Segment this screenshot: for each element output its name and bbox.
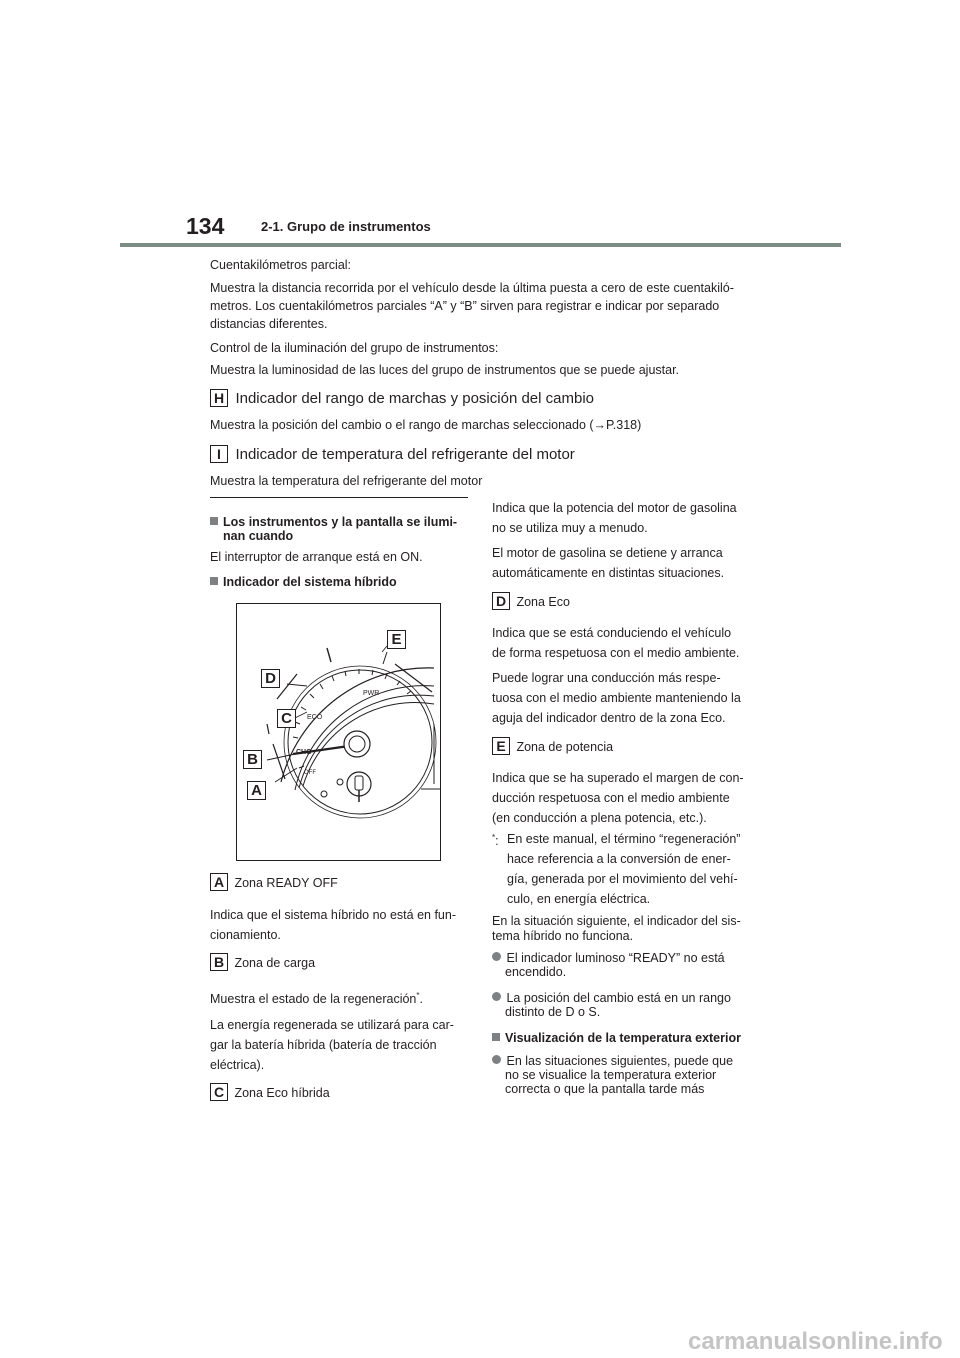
bullet-shift: La posición del cambio está en un rango distinto de D o S. — [492, 991, 731, 1019]
zone-c-heading — [210, 1083, 330, 1102]
zone-c-body-4: automáticamente en distintas situaciones. — [492, 566, 725, 580]
zone-e-body-2: ducción respetuosa con el medio ambiente — [492, 791, 730, 805]
zone-d-body-4: tuosa con el medio ambiente manteniendo la — [492, 691, 741, 705]
footnote-1: En este manual, el término “regeneración” — [507, 832, 741, 846]
heading-h-title: Indicador del rango de marchas y posición del cambio — [235, 390, 594, 407]
zone-d-body-3: Puede lograr una conducción más respe- — [492, 671, 721, 685]
heading-i-title: Indicador de temperatura del refrigerante del motor — [235, 446, 575, 463]
charge-zone-label: CHG — [296, 749, 312, 756]
round-bullet-icon — [492, 952, 501, 961]
zone-a-body-2: cionamiento. — [210, 928, 281, 942]
trip-title: Cuentakilómetros parcial: — [210, 258, 352, 272]
gauge-outer-arc — [281, 668, 434, 782]
square-bullet-icon — [492, 1033, 500, 1041]
heading-h-body: Muestra la posición del cambio o el rango de marchas seleccionado (→P.318) — [210, 418, 642, 432]
label-a: A — [210, 873, 228, 891]
zone-a-title: Zona READY OFF — [234, 876, 338, 890]
zone-b-body-1: Muestra el estado de la regeneración*. — [210, 991, 423, 1007]
condition-1: En la situación siguiente, el indicador del sis- — [492, 914, 741, 928]
subheading-outside-temp: Visualización de la temperatura exterior — [492, 1031, 741, 1046]
bullet-ready: El indicador luminoso “READY” no está encendido. — [492, 951, 725, 979]
zone-d-title: Zona Eco — [516, 595, 570, 609]
zone-b-body-3: gar la batería híbrida (batería de tracción — [210, 1038, 437, 1052]
callout-c: C — [277, 709, 296, 728]
hybrid-indicator-figure — [236, 603, 441, 861]
square-bullet-icon — [210, 517, 218, 525]
zone-b-heading — [210, 953, 315, 972]
charge-arrow — [267, 724, 269, 734]
dial-dot-left — [321, 791, 327, 797]
leader-b — [267, 754, 295, 760]
zone-c-body-3: El motor de gasolina se detiene y arranca — [492, 546, 723, 560]
watermark: carmanualsonline.info — [688, 1328, 943, 1355]
callout-e: E — [387, 630, 406, 649]
footnote-3: gía, generada por el movimiento del vehí- — [507, 872, 738, 886]
label-i: I — [210, 445, 228, 463]
label-h: H — [210, 389, 228, 407]
zone-b-title: Zona de carga — [234, 956, 316, 970]
zone-b-body-4: eléctrica). — [210, 1058, 265, 1072]
zone-c-body-1: Indica que la potencia del motor de gasolina — [492, 501, 737, 515]
footnote-2: hace referencia a la conversión de ener- — [507, 852, 731, 866]
trip-body-2: metros. Los cuentakilómetros parciales “A” y “B” sirven para registrar e indicar por separado — [210, 299, 720, 313]
heading-i-body: Muestra la temperatura del refrigerante del motor — [210, 474, 483, 488]
callout-b: B — [243, 750, 262, 769]
leader-d — [287, 684, 307, 686]
subheading-illumination: Los instrumentos y la pantalla se ilumi- nan cuando — [210, 515, 472, 543]
zone-d-body-2: de forma respetuosa con el medio ambiente. — [492, 646, 740, 660]
zone-c-body-2: no se utiliza muy a menudo. — [492, 521, 648, 535]
eco-zone-label: ECO — [307, 714, 323, 721]
zone-d-body-5: aguja del indicador dentro de la zona Eco. — [492, 711, 726, 725]
zone-c-title: Zona Eco híbrida — [234, 1086, 330, 1100]
zone-a-heading — [210, 873, 338, 892]
subheading-hybrid-indicator: Indicador del sistema híbrido — [210, 575, 397, 590]
square-bullet-icon — [210, 577, 218, 585]
heading-h — [210, 389, 594, 408]
page-number: 134 — [186, 213, 225, 239]
condition-2: tema híbrido no funciona. — [492, 929, 634, 943]
footnote-4: culo, en energía eléctrica. — [507, 892, 651, 906]
section-title: 2-1. Grupo de instrumentos — [261, 219, 431, 234]
label-b: B — [210, 953, 228, 971]
zone-d-body-1: Indica que se está conduciendo el vehículo — [492, 626, 732, 640]
label-e: E — [492, 737, 510, 755]
column-divider — [210, 497, 468, 498]
zone-d-heading — [492, 592, 570, 611]
illum-body: Muestra la luminosidad de las luces del grupo de instrumentos que se puede ajustar. — [210, 363, 680, 377]
round-bullet-icon — [492, 1055, 501, 1064]
power-zone-label: PWR — [363, 690, 380, 697]
needle-hub-inner — [349, 736, 365, 752]
zone-e-title: Zona de potencia — [516, 740, 614, 754]
zone-a-body-1: Indica que el sistema híbrido no está en fun- — [210, 908, 456, 922]
trip-body-3: distancias diferentes. — [210, 317, 328, 331]
power-zone-boundary — [383, 652, 387, 664]
dial-dot-right — [337, 779, 343, 785]
zone-e-body-3: (en conducción a plena potencia, etc.). — [492, 811, 707, 825]
bullet-outside-temp: En las situaciones siguientes, puede que no se visualice la temperatura exterior correcta o que la pantalla tarde más — [492, 1054, 733, 1096]
eco-zone-boundary — [327, 648, 331, 662]
hybrid-gauge-illustration — [237, 604, 441, 861]
trip-body-1: Muestra la distancia recorrida por el vehículo desde la última puesta a cero de este cuentakiló- — [210, 281, 734, 295]
fuel-pump-icon — [355, 776, 363, 790]
illum-title: Control de la iluminación del grupo de instrumentos: — [210, 341, 499, 355]
ready-off-arrow — [273, 744, 285, 779]
zone-b-body-2: La energía regenerada se utilizará para car- — [210, 1018, 454, 1032]
header-rule — [120, 243, 841, 247]
label-c: C — [210, 1083, 228, 1101]
label-d: D — [492, 592, 510, 610]
heading-i — [210, 445, 575, 464]
zone-e-heading — [492, 737, 613, 756]
subheading-illumination-body: El interruptor de arranque está en ON. — [210, 550, 423, 564]
callout-d: D — [261, 669, 280, 688]
footnote-marker: *: — [492, 833, 499, 849]
hybrid-eco-arrow — [277, 674, 297, 699]
zone-e-body-1: Indica que se ha superado el margen de con- — [492, 771, 744, 785]
round-bullet-icon — [492, 992, 501, 1001]
off-zone-label: OFF — [304, 770, 316, 776]
callout-a: A — [247, 781, 266, 800]
